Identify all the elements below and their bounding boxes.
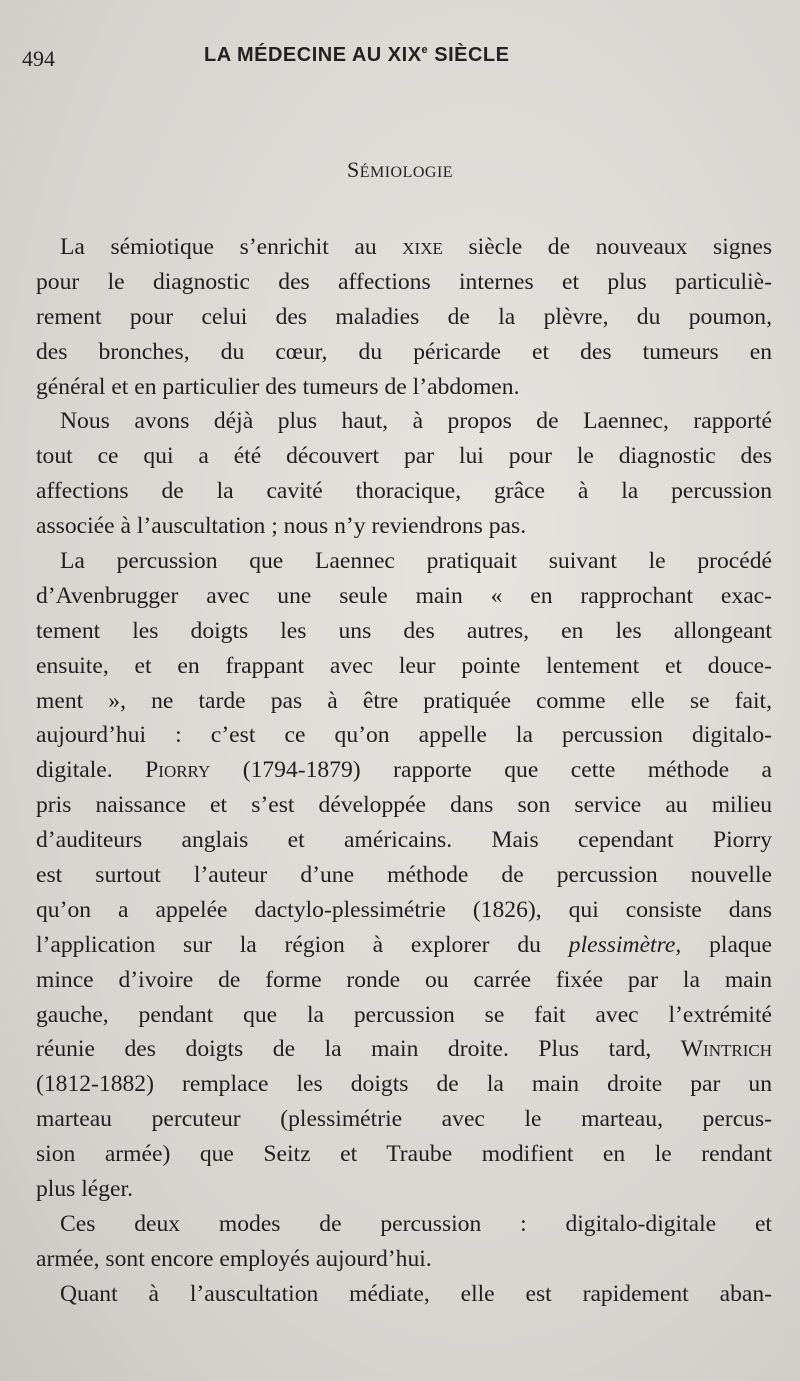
text-line: sion armée) que Seitz et Traube modifient en le rendant	[36, 1141, 772, 1168]
running-title-text: LA MÉDECINE AU XIX	[204, 44, 422, 66]
text-line: affections de la cavité thoracique, grâce à la percussion	[36, 478, 772, 505]
text-line: armée, sont encore employés aujourd’hui.	[36, 1245, 432, 1272]
author-name-wintrich: Wintrich	[680, 1036, 772, 1063]
text-line: (1812-1882) remplace les doigts de la main droite par un	[36, 1071, 772, 1098]
text-line: rement pour celui des maladies de la plèvre, du poumon,	[36, 303, 772, 330]
text-line: marteau percuteur (plessimétrie avec le marteau, percus-	[36, 1106, 772, 1133]
text-line: d’auditeurs anglais et américains. Mais cependant Piorry	[36, 827, 772, 854]
running-title	[204, 44, 509, 67]
text-line: mince d’ivoire de forme ronde ou carrée fixée par la main	[36, 966, 772, 993]
text-line: qu’on a appelée dactylo-plessimétrie (1826), qui consiste dans	[36, 896, 772, 923]
author-name-piorry: Piorry	[145, 757, 211, 784]
page-number: 494	[22, 46, 55, 71]
text-line: tout ce qui a été découvert par lui pour le diagnostic des	[36, 443, 772, 470]
text-line: digitale. Piorry (1794-1879) rapporte que cette méthode a	[36, 757, 773, 784]
text-line: réunie des doigts de la main droite. Plus tard, Wintrich	[36, 1036, 772, 1063]
text-line: l’application sur la région à explorer du plessimètre, plaque	[36, 931, 772, 958]
paragraph-1	[36, 230, 772, 404]
text-line: général et en particulier des tumeurs de l’abdomen.	[36, 373, 520, 400]
running-head	[22, 40, 782, 76]
text-line: pris naissance et s’est développée dans son service au milieu	[36, 792, 772, 819]
text-line: Quant à l’auscultation médiate, elle est rapidement aban-	[60, 1280, 772, 1307]
text-line: plus léger.	[36, 1176, 133, 1203]
text-line: Nous avons déjà plus haut, à propos de Laennec, rapporté	[60, 408, 772, 435]
paragraph-3	[36, 544, 772, 1207]
term-plessimetre: plessimètre,	[568, 931, 682, 958]
text-line: ensuite, et en frappant avec leur pointe lentement et douce-	[36, 652, 772, 679]
text-line: gauche, pendant que la percussion se fait avec l’extrémité	[36, 1001, 772, 1028]
text-line: d’Avenbrugger avec une seule main « en rapprochant exac-	[36, 582, 772, 609]
paragraph-4	[36, 1207, 772, 1277]
century-numeral: xixe	[402, 234, 443, 260]
paragraph-2	[36, 404, 772, 544]
text-line: Ces deux modes de percussion : digitalo-digitale et	[60, 1210, 772, 1237]
text-line: La percussion que Laennec pratiquait suivant le procédé	[60, 548, 772, 575]
body-text	[36, 230, 772, 1312]
text-line: La sémiotique s’enrichit au xixe siècle de nouveaux signes	[60, 234, 772, 260]
text-line: ment », ne tarde pas à être pratiquée comme elle se fait,	[36, 687, 772, 714]
paragraph-5	[36, 1277, 772, 1312]
text-line: pour le diagnostic des affections internes et plus particuliè-	[36, 268, 772, 295]
text-line: est surtout l’auteur d’une méthode de percussion nouvelle	[36, 862, 772, 889]
text-line: des bronches, du cœur, du péricarde et des tumeurs en	[36, 338, 772, 365]
text-line: tement les doigts les uns des autres, en les allongeant	[36, 617, 772, 644]
section-title	[0, 157, 800, 183]
running-title-end: SIÈCLE	[428, 44, 510, 66]
section-title-initial: S	[346, 157, 360, 182]
text-line: associée à l’auscultation ; nous n’y reviendrons pas.	[36, 513, 527, 540]
running-title-superscript: e	[421, 44, 429, 56]
text-line: aujourd’hui : c’est ce qu’on appelle la percussion digitalo-	[36, 722, 772, 749]
section-title-rest: ÉMIOLOGIE	[359, 164, 454, 181]
